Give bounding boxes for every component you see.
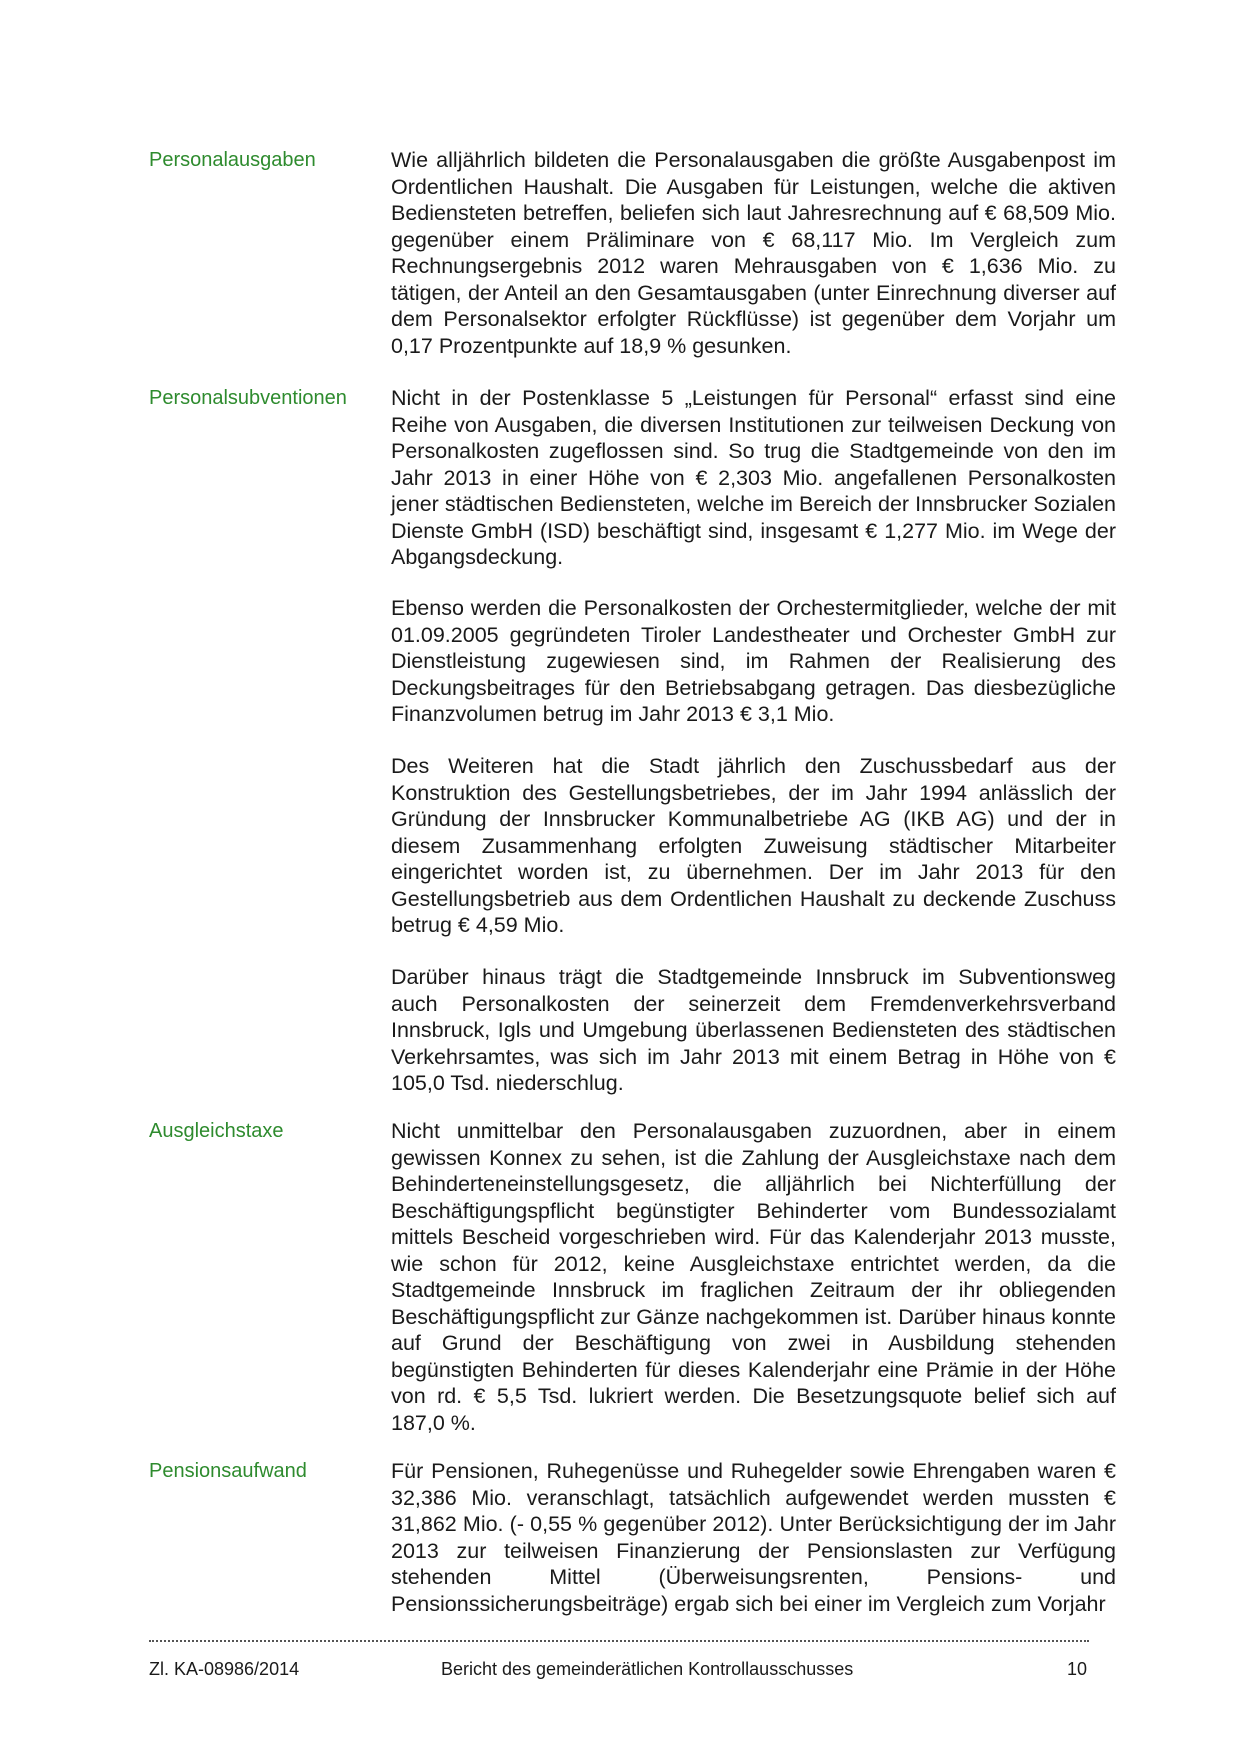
paragraph: Nicht in der Postenklasse 5 „Leistungen für Personal“ erfasst sind eine Reihe von Ausgaben, die diversen Institutionen zur teilweisen Deckung von Personalkosten zugeflossen sind. So trug die Stadtgemeinde von den im Jahr 2013 in einer Höhe von € 2,303 Mio. angefallenen Personalkosten jener städtischen Bediensteten, welche im Bereich der Innsbrucker Sozialen Dienste GmbH (ISD) beschäftigt sind, insgesamt € 1,277 Mio. im Wege der Abgangsdeckung. bbox=[391, 386, 1116, 569]
footer-divider bbox=[149, 1640, 1089, 1642]
paragraph: Wie alljährlich bildeten die Personalausgaben die größte Ausgabenpost im Ordentlichen Haushalt. Die Ausgaben für Leistungen, welche die aktiven Bediensteten betreffen, beliefen sich laut Jahresrechnung auf € 68,509 Mio. gegenüber einem Präliminare von € 68,117 Mio. Im Vergleich zum Rechnungsergebnis 2012 waren Mehrausgaben von € 1,636 Mio. zu tätigen, der Anteil an den Gesamtausgaben (unter Einrechnung diverser auf dem Personalsektor erfolgter Rückflüsse) ist gegenüber dem Vorjahr um 0,17 Prozentpunkte auf 18,9 % gesunken. bbox=[391, 148, 1116, 358]
paragraph: Des Weiteren hat die Stadt jährlich den Zuschussbedarf aus der Konstruktion des Gestellungsbetriebes, der im Jahr 1994 anlässlich der Gründung der Innsbrucker Kommunalbetriebe AG (IKB AG) und der in diesem Zusammenhang erfolgten Zuweisung städtischer Mitarbeiter eingerichtet worden ist, zu übernehmen. Der im Jahr 2013 für den Gestellungsbetrieb aus dem Ordentlichen Haushalt zu deckende Zuschuss betrug € 4,59 Mio. bbox=[391, 754, 1116, 937]
paragraph: Darüber hinaus trägt die Stadtgemeinde Innsbruck im Subventionsweg auch Personalkosten der seinerzeit dem Fremdenverkehrsverband Innsbruck, Igls und Umgebung überlassenen Bediensteten des städtischen Verkehrsamtes, was sich im Jahr 2013 mit einem Betrag in Höhe von € 105,0 Tsd. niederschlug. bbox=[391, 965, 1116, 1095]
paragraph: Ebenso werden die Personalkosten der Orchestermitglieder, welche der mit 01.09.2005 gegründeten Tiroler Landestheater und Orchester GmbH zur Dienstleistung zugewiesen sind, im Rahmen der Realisierung des Deckungsbeitrages für den Betriebsabgang getragen. Das diesbezügliche Finanzvolumen betrug im Jahr 2013 € 3,1 Mio. bbox=[391, 596, 1116, 726]
paragraph: Für Pensionen, Ruhegenüsse und Ruhegelder sowie Ehrengaben waren € 32,386 Mio. veranschlagt, tatsächlich aufgewendet werden mussten € 31,862 Mio. (- 0,55 % gegenüber 2012). Unter Berücksichtigung der im Jahr 2013 zur teilweisen Finanzierung der Pensionslasten zur Verfügung stehenden Mittel (Überweisungsrenten, Pensions- und Pensionssicherungsbeiträge) ergab sich bei einer im Vergleich zum Vorjahr bbox=[391, 1459, 1116, 1616]
paragraph: Nicht unmittelbar den Personalausgaben zuzuordnen, aber in einem gewissen Konnex zu sehen, ist die Zahlung der Ausgleichstaxe nach dem Behinderteneinstellungsgesetz, die alljährlich bei Nichterfüllung der Beschäftigungspflicht begünstigter Behinderter vom Bundessozialamt mittels Bescheid vorgeschrieben wird. Für das Kalenderjahr 2013 musste, wie schon für 2012, keine Ausgleichstaxe entrichtet werden, da die Stadtgemeinde Innsbruck im fraglichen Zeitraum der ihr obliegenden Beschäftigungspflicht zur Gänze nachgekommen ist. Darüber hinaus konnte auf Grund der Beschäftigung von zwei in Ausbildung stehenden begünstigten Behinderten für dieses Kalenderjahr eine Prämie in der Höhe von rd. € 5,5 Tsd. lukriert werden. Die Besetzungsquote belief sich auf 187,0 %. bbox=[391, 1119, 1116, 1435]
section-label: Personalausgaben bbox=[149, 149, 316, 171]
section-label: Ausgleichstaxe bbox=[149, 1120, 284, 1142]
footer-title: Bericht des gemeinderätlichen Kontrollausschusses bbox=[441, 1659, 854, 1679]
section-label: Pensionsaufwand bbox=[149, 1460, 307, 1482]
section-label: Personalsubventionen bbox=[149, 387, 347, 409]
page-number: 10 bbox=[1067, 1659, 1088, 1679]
footer-reference: Zl. KA-08986/2014 bbox=[149, 1659, 300, 1679]
